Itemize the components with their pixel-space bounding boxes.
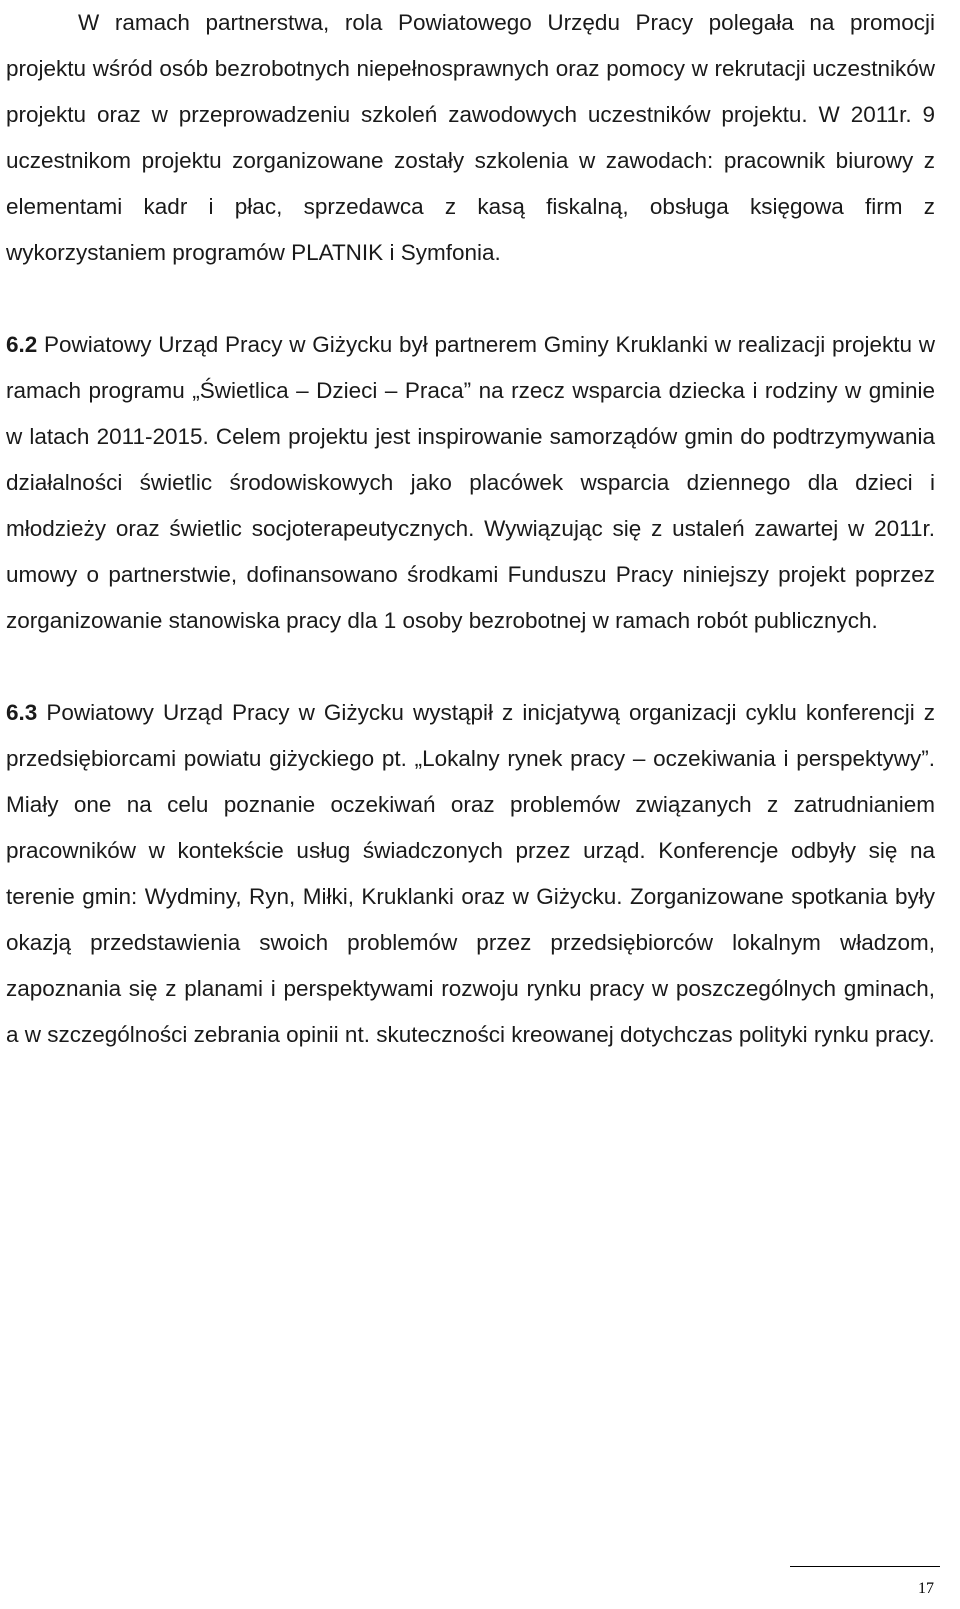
section-number: 6.2 [6, 332, 38, 357]
paragraph-text: W ramach partnerstwa, rola Powiatowego Urzędu Pracy polegała na promocji projektu wśród osób bezrobotnych niepełnosprawnych oraz pomocy w rekrutacji uczestników projektu oraz w przeprowadzeniu szkoleń zawodowych uczestników projektu. W 2011r. 9 uczestnikom projektu zorganizowane zostały szkolenia w zawodach: pracownik biurowy z elementami kadr i płac, sprzedawca z kasą fiskalną, obsługa księgowa firm z wykorzystaniem programów PLATNIK i Symfonia. [6, 10, 935, 265]
paragraph-section-6-2 [6, 322, 935, 644]
page-number: 17 [918, 1580, 934, 1597]
footer-divider [790, 1566, 940, 1567]
document-body [6, 0, 935, 1058]
paragraph-section-6-3 [6, 690, 935, 1058]
paragraph-text: Powiatowy Urząd Pracy w Giżycku wystąpił z inicjatywą organizacji cyklu konferencji z przedsiębiorcami powiatu giżyckiego pt. „Lokalny rynek pracy – oczekiwania i perspektywy”. Miały one na celu poznanie oczekiwań oraz problemów związanych z zatrudnianiem pracowników w kontekście usług świadczonych przez urząd. Konferencje odbyły się na terenie gmin: Wydminy, Ryn, Miłki, Kruklanki oraz w Giżycku. Zorganizowane spotkania były okazją przedstawienia swoich problemów przez przedsiębiorców lokalnym władzom, zapoznania się z planami i perspektywami rozwoju rynku pracy w poszczególnych gminach, a w szczególności zebrania opinii nt. skuteczności kreowanej dotychczas polityki rynku pracy. [6, 700, 935, 1047]
paragraph-text: Powiatowy Urząd Pracy w Giżycku był partnerem Gminy Kruklanki w realizacji projektu w ramach programu „Świetlica – Dzieci – Praca” na rzecz wsparcia dziecka i rodziny w gminie w latach 2011-2015. Celem projektu jest inspirowanie samorządów gmin do podtrzymywania działalności świetlic środowiskowych jako placówek wsparcia dziennego dla dzieci i młodzieży oraz świetlic socjoterapeutycznych. Wywiązując się z ustaleń zawartej w 2011r. umowy o partnerstwie, dofinansowano środkami Funduszu Pracy niniejszy projekt poprzez zorganizowanie stanowiska pracy dla 1 osoby bezrobotnej w ramach robót publicznych. [6, 332, 935, 633]
paragraph-partnership-role [6, 0, 935, 276]
section-number: 6.3 [6, 700, 38, 725]
